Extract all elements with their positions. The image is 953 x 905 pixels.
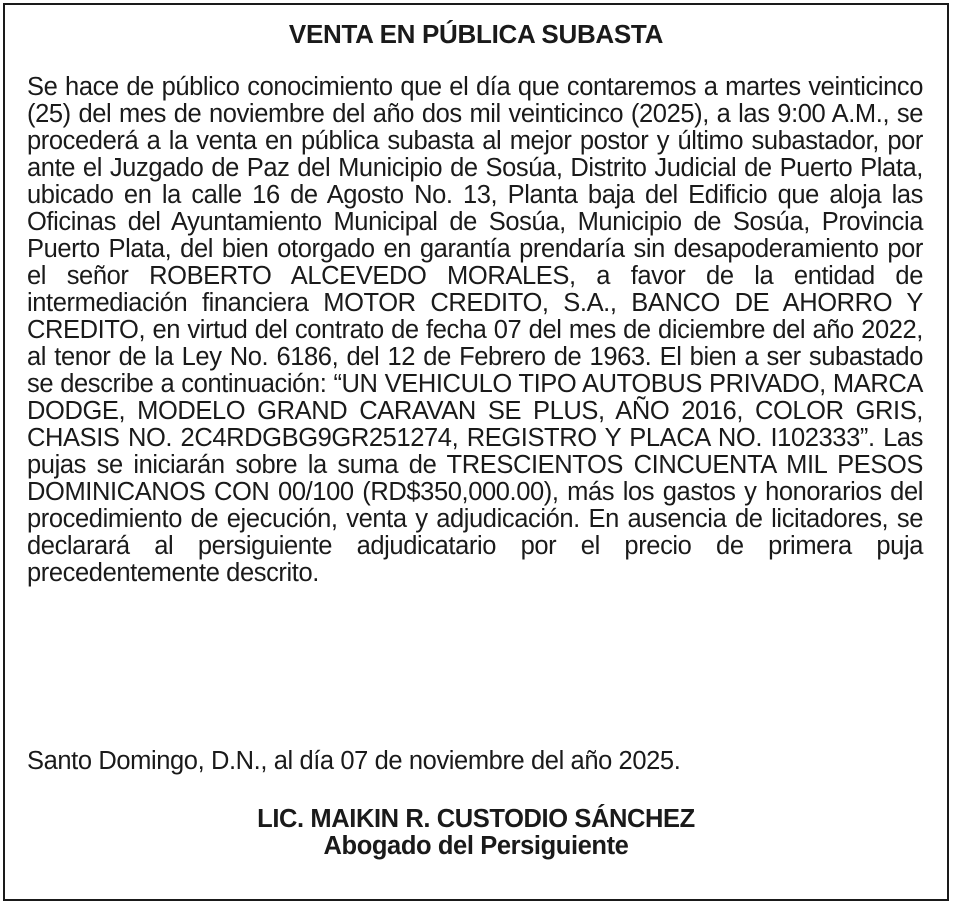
notice-title: VENTA EN PÚBLICA SUBASTA [288,19,664,49]
notice-body: Se hace de público conocimiento que el día que contaremos a martes veinticinco (25) del mes de noviembre del año dos mil veinticinco (2025), a las 9:00 A.M., se procederá a la venta en pública subasta al mejor postor y último subastador, por ante el Juzgado de Paz del Municipio de Sosúa, Distrito Judicial de Puerto Plata, ubicado en la calle 16 de Agosto No. 13, Planta baja del Edificio que aloja las Oficinas del Ayuntamiento Municipal de Sosúa, Municipio de Sosúa, Provincia Puerto Plata, del bien otorgado en garantía prendaría sin desapoderamiento por el señor ROBERTO ALCEVEDO MORALES, a favor de la entidad de intermediación financiera MOTOR CREDITO, S.A., BANCO DE AHORRO Y CREDITO, en virtud del contrato de fecha 07 del mes de diciembre del año 2022, al tenor de la Ley No. 6186, del 12 de Febrero de 1963. El bien a ser subastado se describe a continuación: “UN VEHICULO TIPO AUTOBUS PRIVADO, MARCA DODGE, MODELO GRAND CARAVAN SE PLUS, AÑO 2016, COLOR GRIS, CHASIS NO. 2C4RDGBG9GR251274, REGISTRO Y PLACA NO. I102333”. Las pujas se iniciarán sobre la suma de TRESCIENTOS CINCUENTA MIL PESOS DOMINICANOS CON 00/100 (RD$350,000.00), más los gastos y honorarios del procedimiento de ejecución, venta y adjudicación. En ausencia de licitadores, se declarará al persiguiente adjudicatario por el precio de primera puja precedentemente descrito. [27,73,923,587]
legal-notice [3,3,949,901]
signer-role: Abogado del Persiguiente [323,832,629,860]
signer-name: LIC. MAIKIN R. CUSTODIO SÁNCHEZ [257,805,695,833]
signature-block [5,806,947,860]
place-date: Santo Domingo, D.N., al día 07 de noviembre del año 2025. [27,747,681,775]
